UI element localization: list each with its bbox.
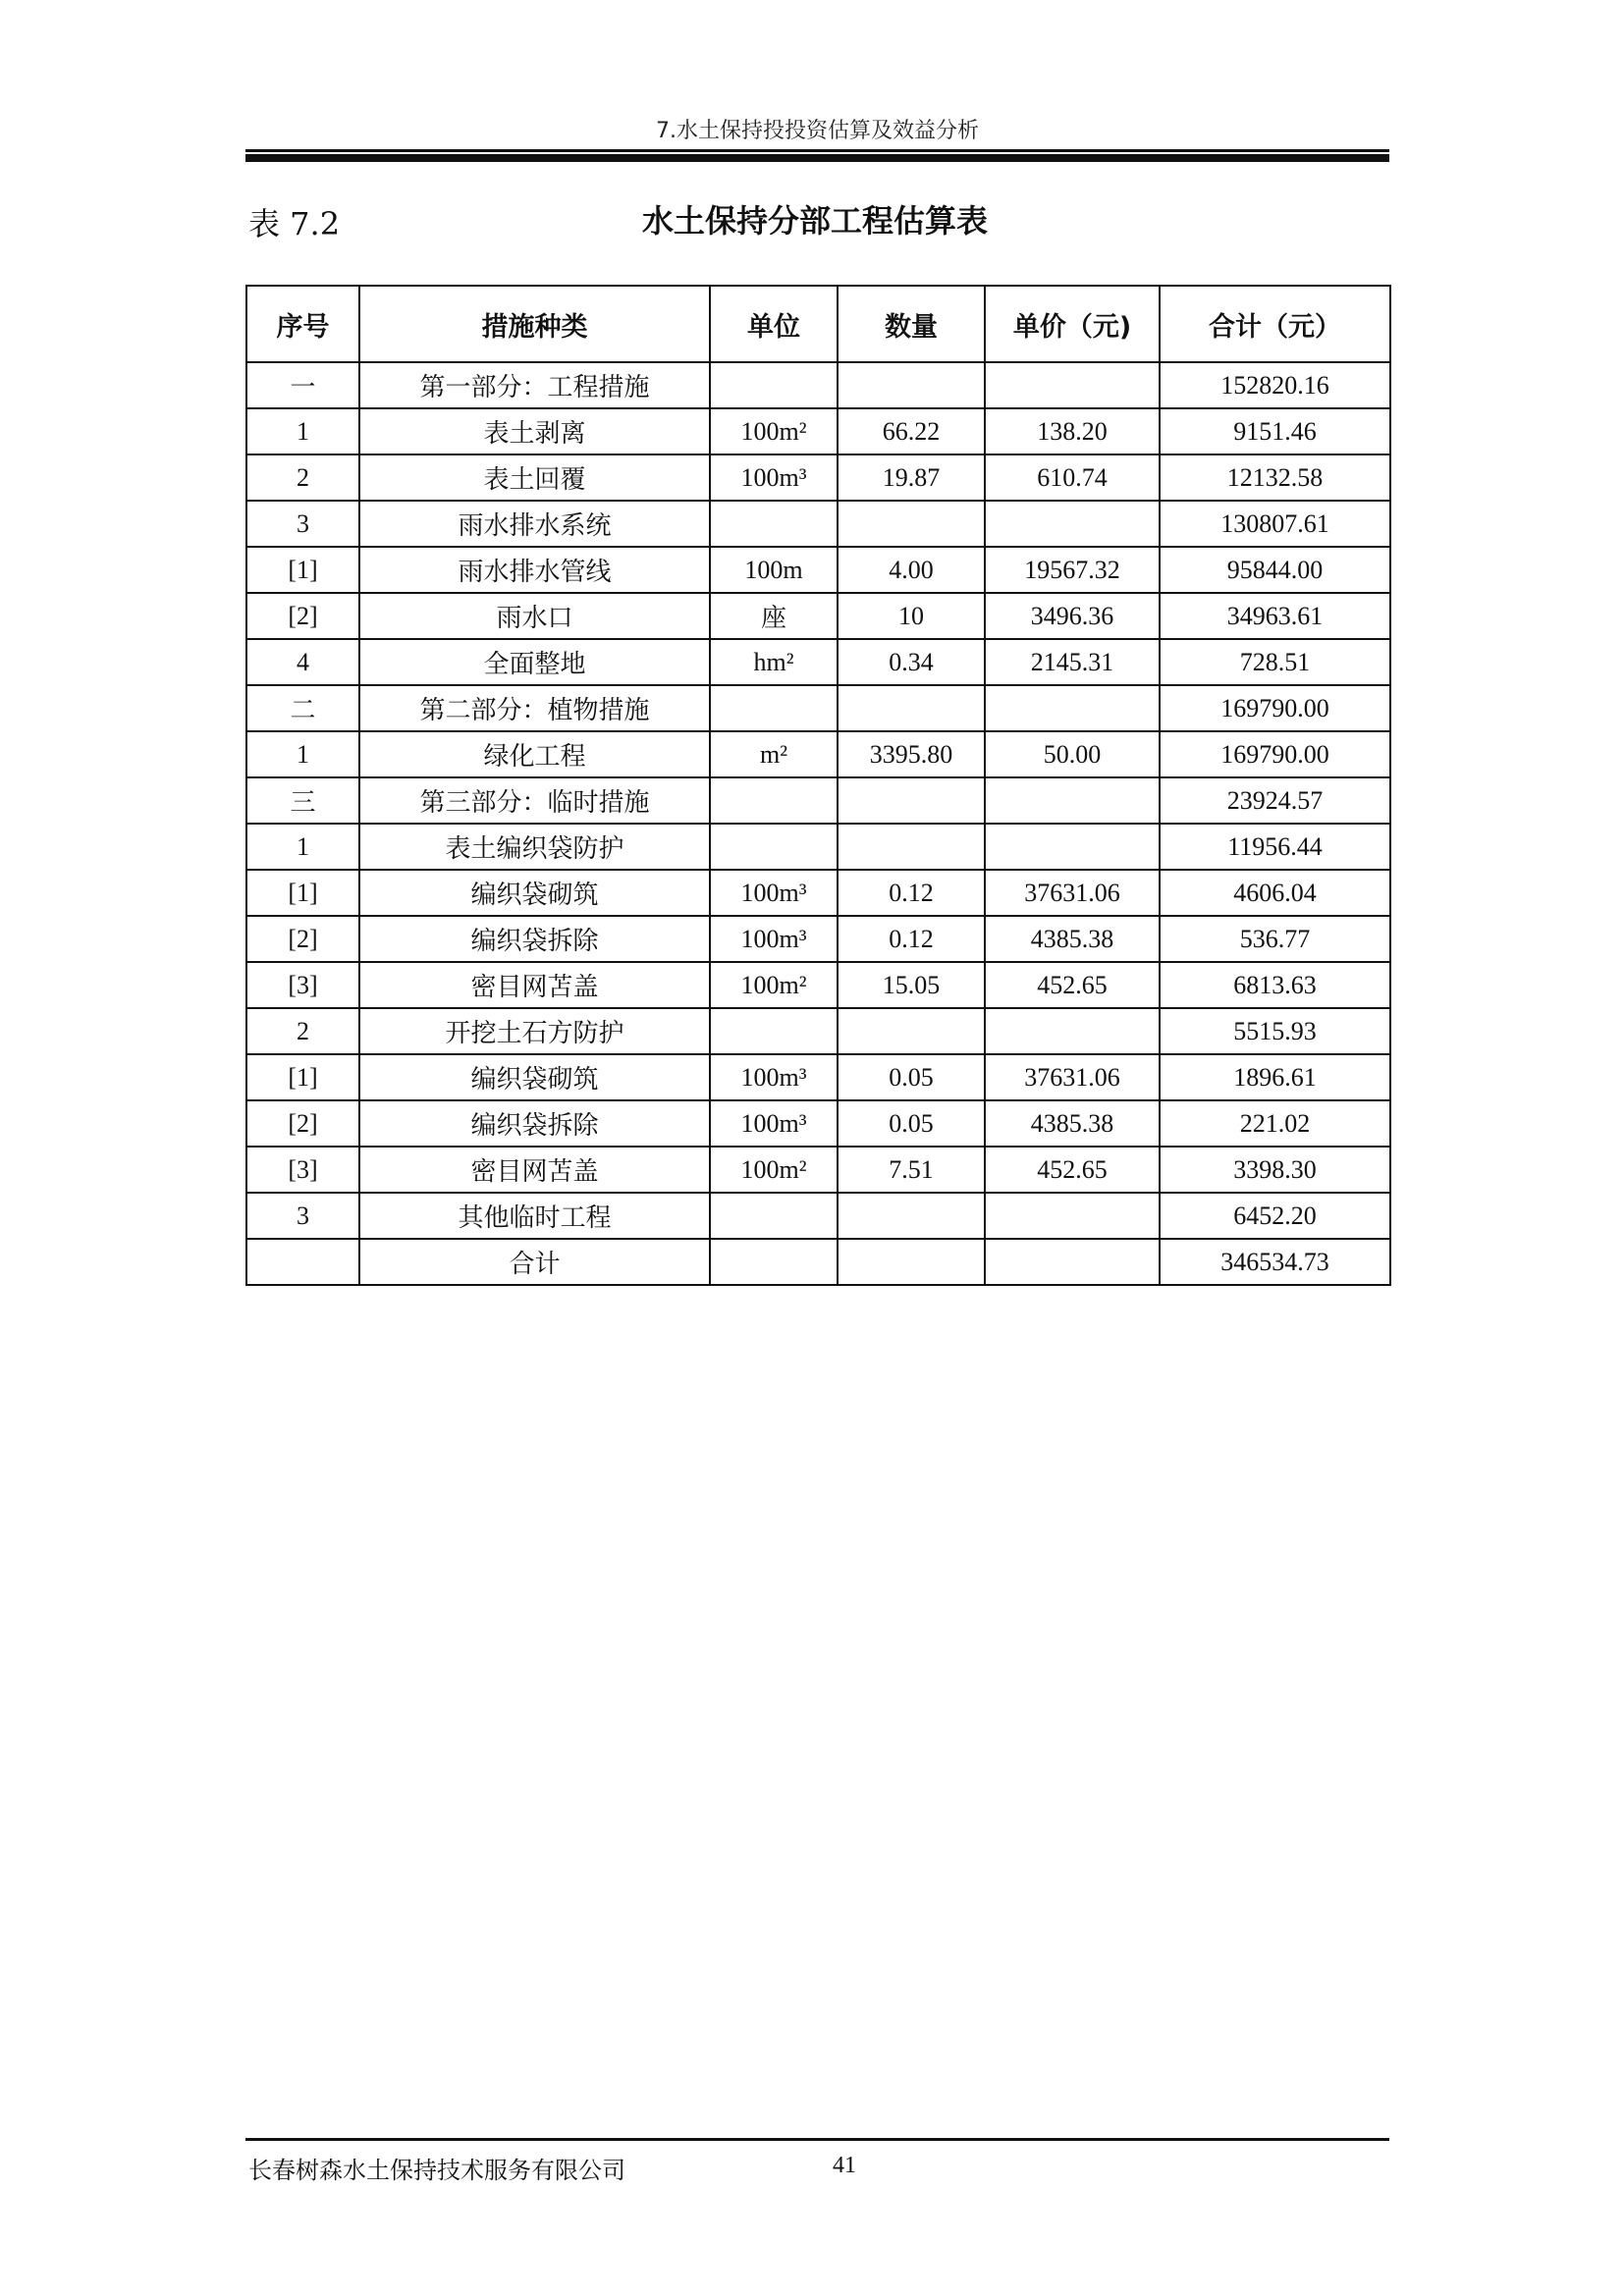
cell-unit — [710, 501, 838, 547]
table-row — [246, 777, 1390, 824]
footer-rule — [245, 2138, 1389, 2141]
cell-measure: 全面整地 — [359, 639, 710, 685]
cell-measure: 绿化工程 — [359, 731, 710, 777]
cell-unit: 100m² — [710, 408, 838, 454]
cell-unit: 100m³ — [710, 1054, 838, 1100]
cell-unit-price: 3496.36 — [985, 593, 1160, 639]
cell-unit-price: 19567.32 — [985, 547, 1160, 593]
cell-no: [1] — [246, 547, 359, 593]
cell-total: 169790.00 — [1160, 731, 1390, 777]
cell-quantity — [838, 777, 985, 824]
cell-no: 三 — [246, 777, 359, 824]
cell-unit-price: 452.65 — [985, 1147, 1160, 1193]
cell-no: [1] — [246, 1054, 359, 1100]
column-header-total: 合计（元） — [1160, 286, 1390, 362]
header-rule-thick — [245, 154, 1389, 162]
table-body — [246, 362, 1390, 1285]
table-row — [246, 408, 1390, 454]
cell-total: 221.02 — [1160, 1100, 1390, 1147]
cell-unit-price: 610.74 — [985, 454, 1160, 501]
column-header-measure: 措施种类 — [359, 286, 710, 362]
cell-unit-price: 2145.31 — [985, 639, 1160, 685]
cell-total: 130807.61 — [1160, 501, 1390, 547]
table-row — [246, 1193, 1390, 1239]
cell-unit: 100m — [710, 547, 838, 593]
cell-unit-price — [985, 1239, 1160, 1285]
cell-quantity: 4.00 — [838, 547, 985, 593]
table-row — [246, 731, 1390, 777]
cell-measure: 编织袋拆除 — [359, 1100, 710, 1147]
cell-quantity — [838, 501, 985, 547]
page-number: 41 — [833, 2153, 856, 2178]
header-title: 7.水土保持投投资估算及效益分析 — [656, 119, 979, 143]
cell-unit — [710, 824, 838, 870]
cell-unit: 座 — [710, 593, 838, 639]
cell-unit: 100m³ — [710, 1100, 838, 1147]
cell-measure: 其他临时工程 — [359, 1193, 710, 1239]
table-row — [246, 870, 1390, 916]
cell-unit-price — [985, 1008, 1160, 1054]
cell-measure: 雨水排水管线 — [359, 547, 710, 593]
cell-no: 3 — [246, 501, 359, 547]
cell-unit: m² — [710, 731, 838, 777]
cell-unit-price: 4385.38 — [985, 1100, 1160, 1147]
cell-total: 12132.58 — [1160, 454, 1390, 501]
cell-no: [3] — [246, 962, 359, 1008]
cell-no: 2 — [246, 454, 359, 501]
cell-no: [3] — [246, 1147, 359, 1193]
cell-quantity: 66.22 — [838, 408, 985, 454]
column-header-no: 序号 — [246, 286, 359, 362]
cell-measure: 雨水排水系统 — [359, 501, 710, 547]
cell-unit-price — [985, 777, 1160, 824]
cell-no: 1 — [246, 408, 359, 454]
cell-unit — [710, 777, 838, 824]
cell-unit-price: 138.20 — [985, 408, 1160, 454]
cell-total: 1896.61 — [1160, 1054, 1390, 1100]
cell-no: 4 — [246, 639, 359, 685]
cell-unit: 100m² — [710, 962, 838, 1008]
cell-unit: 100m³ — [710, 870, 838, 916]
cell-unit: hm² — [710, 639, 838, 685]
cell-total: 5515.93 — [1160, 1008, 1390, 1054]
cell-total: 9151.46 — [1160, 408, 1390, 454]
table-row — [246, 639, 1390, 685]
cell-unit-price — [985, 362, 1160, 408]
cell-total: 95844.00 — [1160, 547, 1390, 593]
cell-no: 3 — [246, 1193, 359, 1239]
cell-measure: 雨水口 — [359, 593, 710, 639]
table-row — [246, 1054, 1390, 1100]
table-caption: 水土保持分部工程估算表 — [641, 202, 988, 240]
cell-quantity: 3395.80 — [838, 731, 985, 777]
cell-total: 11956.44 — [1160, 824, 1390, 870]
cell-quantity: 19.87 — [838, 454, 985, 501]
table-row — [246, 1147, 1390, 1193]
cell-unit-price: 452.65 — [985, 962, 1160, 1008]
cell-unit-price — [985, 1193, 1160, 1239]
table-row — [246, 916, 1390, 962]
cell-quantity — [838, 1239, 985, 1285]
cell-no: 一 — [246, 362, 359, 408]
cell-measure: 编织袋砌筑 — [359, 1054, 710, 1100]
cell-quantity: 0.05 — [838, 1100, 985, 1147]
cell-total: 346534.73 — [1160, 1239, 1390, 1285]
cell-measure: 表土编织袋防护 — [359, 824, 710, 870]
cell-measure: 第三部分：临时措施 — [359, 777, 710, 824]
cell-no: [2] — [246, 593, 359, 639]
cell-total: 4606.04 — [1160, 870, 1390, 916]
cell-quantity: 10 — [838, 593, 985, 639]
table-row — [246, 1239, 1390, 1285]
table-row — [246, 685, 1390, 731]
cell-quantity: 15.05 — [838, 962, 985, 1008]
cell-measure: 开挖土石方防护 — [359, 1008, 710, 1054]
cell-unit — [710, 1239, 838, 1285]
cell-total: 6452.20 — [1160, 1193, 1390, 1239]
table-number: 表 7.2 — [248, 205, 341, 242]
cell-quantity — [838, 362, 985, 408]
cell-measure: 编织袋砌筑 — [359, 870, 710, 916]
cell-measure: 密目网苫盖 — [359, 962, 710, 1008]
cell-no — [246, 1239, 359, 1285]
cell-unit — [710, 1008, 838, 1054]
cell-unit-price — [985, 501, 1160, 547]
cell-total: 536.77 — [1160, 916, 1390, 962]
cell-total: 6813.63 — [1160, 962, 1390, 1008]
cell-quantity: 0.12 — [838, 916, 985, 962]
cell-unit-price: 37631.06 — [985, 870, 1160, 916]
cell-unit-price: 4385.38 — [985, 916, 1160, 962]
table-row — [246, 593, 1390, 639]
cell-quantity: 7.51 — [838, 1147, 985, 1193]
cell-no: 二 — [246, 685, 359, 731]
column-header-unit: 单位 — [710, 286, 838, 362]
cell-measure: 编织袋拆除 — [359, 916, 710, 962]
cell-measure: 表土回覆 — [359, 454, 710, 501]
cell-unit: 100m² — [710, 1147, 838, 1193]
cell-no: [1] — [246, 870, 359, 916]
cell-total: 23924.57 — [1160, 777, 1390, 824]
cell-measure: 表土剥离 — [359, 408, 710, 454]
table-row — [246, 362, 1390, 408]
cell-no: 2 — [246, 1008, 359, 1054]
cell-unit — [710, 685, 838, 731]
cell-quantity — [838, 824, 985, 870]
cell-unit — [710, 1193, 838, 1239]
estimate-table — [245, 285, 1391, 1286]
cell-unit: 100m³ — [710, 916, 838, 962]
cell-quantity: 0.05 — [838, 1054, 985, 1100]
cell-quantity: 0.12 — [838, 870, 985, 916]
header-rule-thin — [245, 149, 1389, 152]
cell-quantity — [838, 1193, 985, 1239]
table-row — [246, 547, 1390, 593]
table-header-row — [246, 286, 1390, 362]
cell-quantity: 0.34 — [838, 639, 985, 685]
cell-no: [2] — [246, 916, 359, 962]
column-header-quantity: 数量 — [838, 286, 985, 362]
table-row — [246, 1100, 1390, 1147]
cell-quantity — [838, 685, 985, 731]
cell-no: [2] — [246, 1100, 359, 1147]
cell-unit: 100m³ — [710, 454, 838, 501]
table-row — [246, 962, 1390, 1008]
footer-company: 长春树森水土保持技术服务有限公司 — [248, 2157, 625, 2184]
cell-measure: 第一部分：工程措施 — [359, 362, 710, 408]
cell-unit-price: 50.00 — [985, 731, 1160, 777]
cell-no: 1 — [246, 731, 359, 777]
cell-unit-price — [985, 824, 1160, 870]
table-row — [246, 454, 1390, 501]
cell-measure: 第二部分：植物措施 — [359, 685, 710, 731]
column-header-unit-price: 单价（元) — [985, 286, 1160, 362]
cell-unit — [710, 362, 838, 408]
cell-measure: 密目网苫盖 — [359, 1147, 710, 1193]
cell-total: 728.51 — [1160, 639, 1390, 685]
cell-quantity — [838, 1008, 985, 1054]
cell-no: 1 — [246, 824, 359, 870]
cell-unit-price — [985, 685, 1160, 731]
table-row — [246, 501, 1390, 547]
cell-unit-price: 37631.06 — [985, 1054, 1160, 1100]
cell-measure: 合计 — [359, 1239, 710, 1285]
cell-total: 152820.16 — [1160, 362, 1390, 408]
cell-total: 3398.30 — [1160, 1147, 1390, 1193]
cell-total: 169790.00 — [1160, 685, 1390, 731]
table-row — [246, 1008, 1390, 1054]
table-row — [246, 824, 1390, 870]
cell-total: 34963.61 — [1160, 593, 1390, 639]
